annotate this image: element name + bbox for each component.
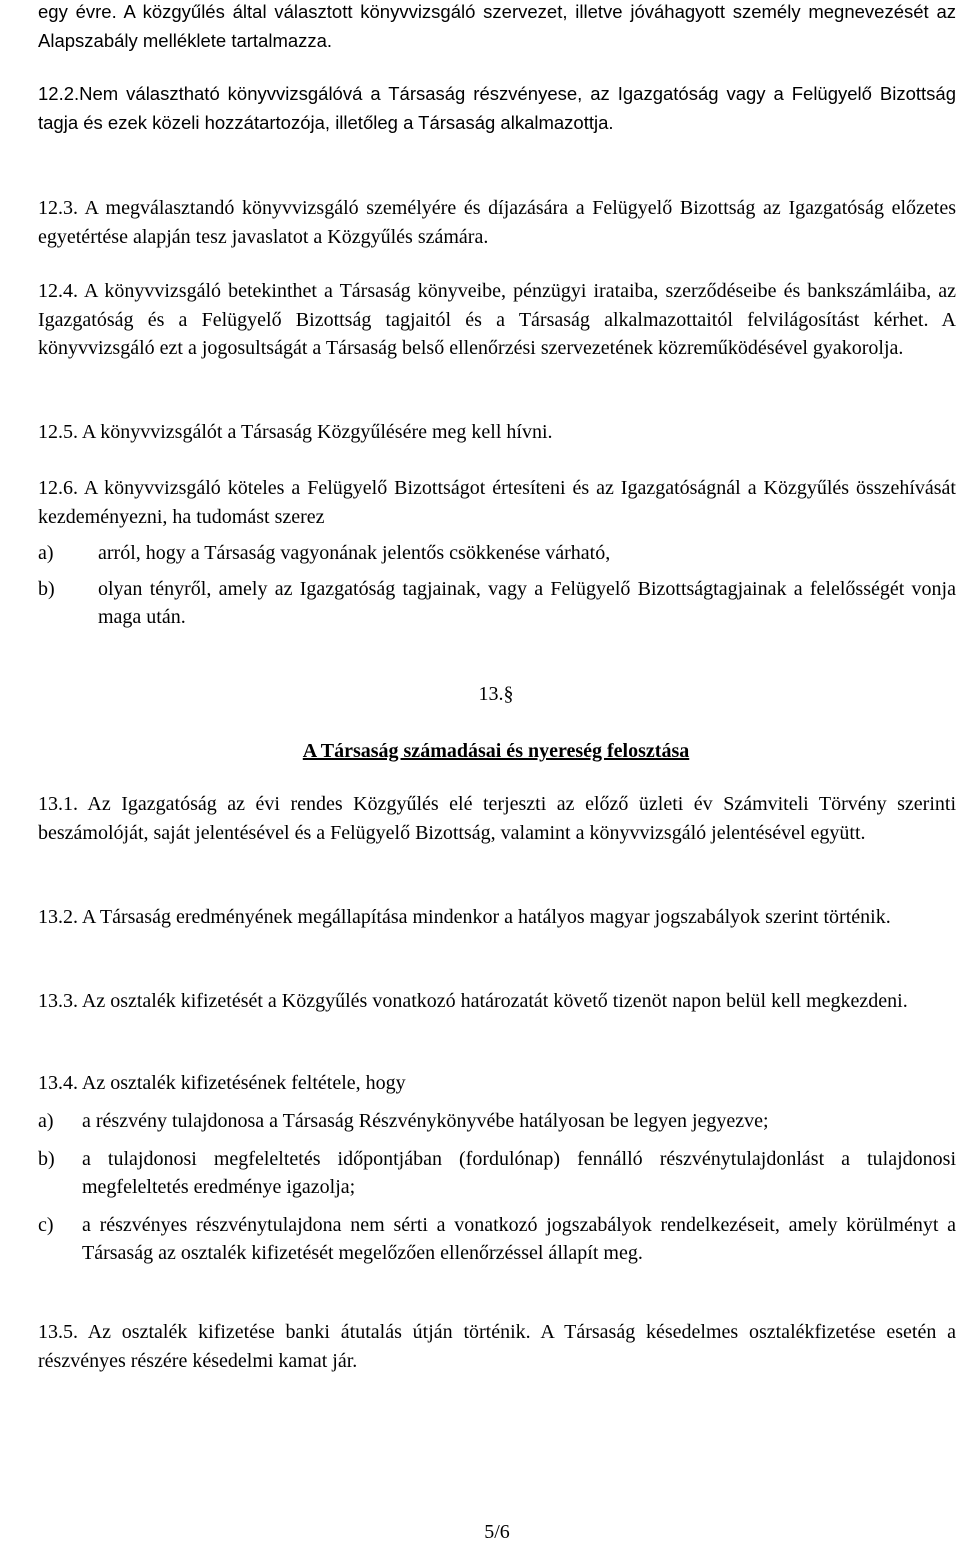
list-item-label: a) <box>38 1110 54 1132</box>
list-12-6 <box>38 539 956 632</box>
paragraph-13-2: 13.2. A Társaság eredményének megállapítása mindenkor a hatályos magyar jogszabályok szerint történik. <box>38 906 891 928</box>
paragraph-13-3: 13.3. Az osztalék kifizetését a Közgyűlés vonatkozó határozatát követő tizenöt napon belül kell megkezdeni. <box>38 990 908 1012</box>
paragraph-12-2: 12.2.Nem választható könyvvizsgálóvá a Társaság részvényese, az Igazgatóság vagy a Felügyelő Bizottság tagja és ezek közeli hozzátartozója, illetőleg a Társaság alkalmazottja. <box>38 83 956 133</box>
list-item-label: b) <box>38 577 55 600</box>
paragraph-12-4: 12.4. A könyvvizsgáló betekinthet a Társaság könyveibe, pénzügyi irataiba, szerződéseibe és bankszámláiba, az Igazgatóság és a Felügyelő Bizottság tagjaitól és a Társaság alkalmazottaitól felvilágosítást kérhet. A könyvvizsgáló ezt a jogosultságát a Társaság belső ellenőrzési szervezetének közreműködésével gyakorolja. <box>38 280 956 359</box>
list-item <box>38 1107 956 1136</box>
page-number: 5/6 <box>484 1521 510 1543</box>
list-item-label: c) <box>38 1213 54 1236</box>
section-number: 13.§ <box>478 683 514 705</box>
list-item-text: a tulajdonosi megfeleltetés időpontjában (fordulónap) fennálló részvénytulajdonlást a tulajdonosi megfeleltetés eredménye igazolja; <box>82 1147 956 1198</box>
paragraph-13-1: 13.1. Az Igazgatóság az évi rendes Közgyűlés elé terjeszti az előző üzleti év Számviteli Törvény szerinti beszámolóját, saját jelentésével és a Felügyelő Bizottság, valamint a könyvvizsgáló jelentésével együtt. <box>38 793 956 844</box>
paragraph-12-3: 12.3. A megválasztandó könyvvizsgáló személyére és díjazására a Felügyelő Bizottság az Igazgatóság előzetes egyetértése alapján tesz javaslatot a Közgyűlés számára. <box>38 197 956 248</box>
list-item <box>38 575 956 632</box>
list-item-label: b) <box>38 1147 55 1170</box>
list-item <box>38 1145 956 1202</box>
paragraph-12-6: 12.6. A könyvvizsgáló köteles a Felügyelő Bizottságot értesíteni és az Igazgatóságnál a Közgyűlés összehívását kezdeményezni, ha tudomást szerez <box>38 477 956 528</box>
paragraph-13-5: 13.5. Az osztalék kifizetése banki átutalás útján történik. A Társaság késedelmes osztalékfizetése esetén a részvényes részére késedelmi kamat jár. <box>38 1321 956 1372</box>
list-item <box>38 539 956 568</box>
list-item-label: a) <box>38 542 54 564</box>
list-item-text: a részvény tulajdonosa a Társaság Részvénykönyvébe hatályosan be legyen jegyezve; <box>82 1110 769 1132</box>
list-item-text: a részvényes részvénytulajdona nem sérti a vonatkozó jogszabályok rendelkezéseit, amely körülményt a Társaság az osztalék kifizetését megelőzően ellenőrzéssel állapít meg. <box>82 1213 956 1264</box>
list-13-4 <box>38 1107 956 1268</box>
list-item <box>38 1211 956 1268</box>
list-item-text: arról, hogy a Társaság vagyonának jelentős csökkenése várható, <box>98 542 611 564</box>
paragraph-12-5: 12.5. A könyvvizsgálót a Társaság Közgyűlésére meg kell hívni. <box>38 421 553 443</box>
paragraph-intro: egy évre. A közgyűlés által választott könyvvizsgáló szervezet, illetve jóváhagyott személy megnevezését az Alapszabály melléklete tartalmazza. <box>38 1 956 51</box>
paragraph-13-4: 13.4. Az osztalék kifizetésének feltétele, hogy <box>38 1072 406 1094</box>
list-item-text: olyan tényről, amely az Igazgatóság tagjainak, vagy a Felügyelő Bizottságtagjainak a felelősségét vonja maga után. <box>98 577 956 628</box>
section-title: A Társaság számadásai és nyereség felosztása <box>302 740 690 762</box>
